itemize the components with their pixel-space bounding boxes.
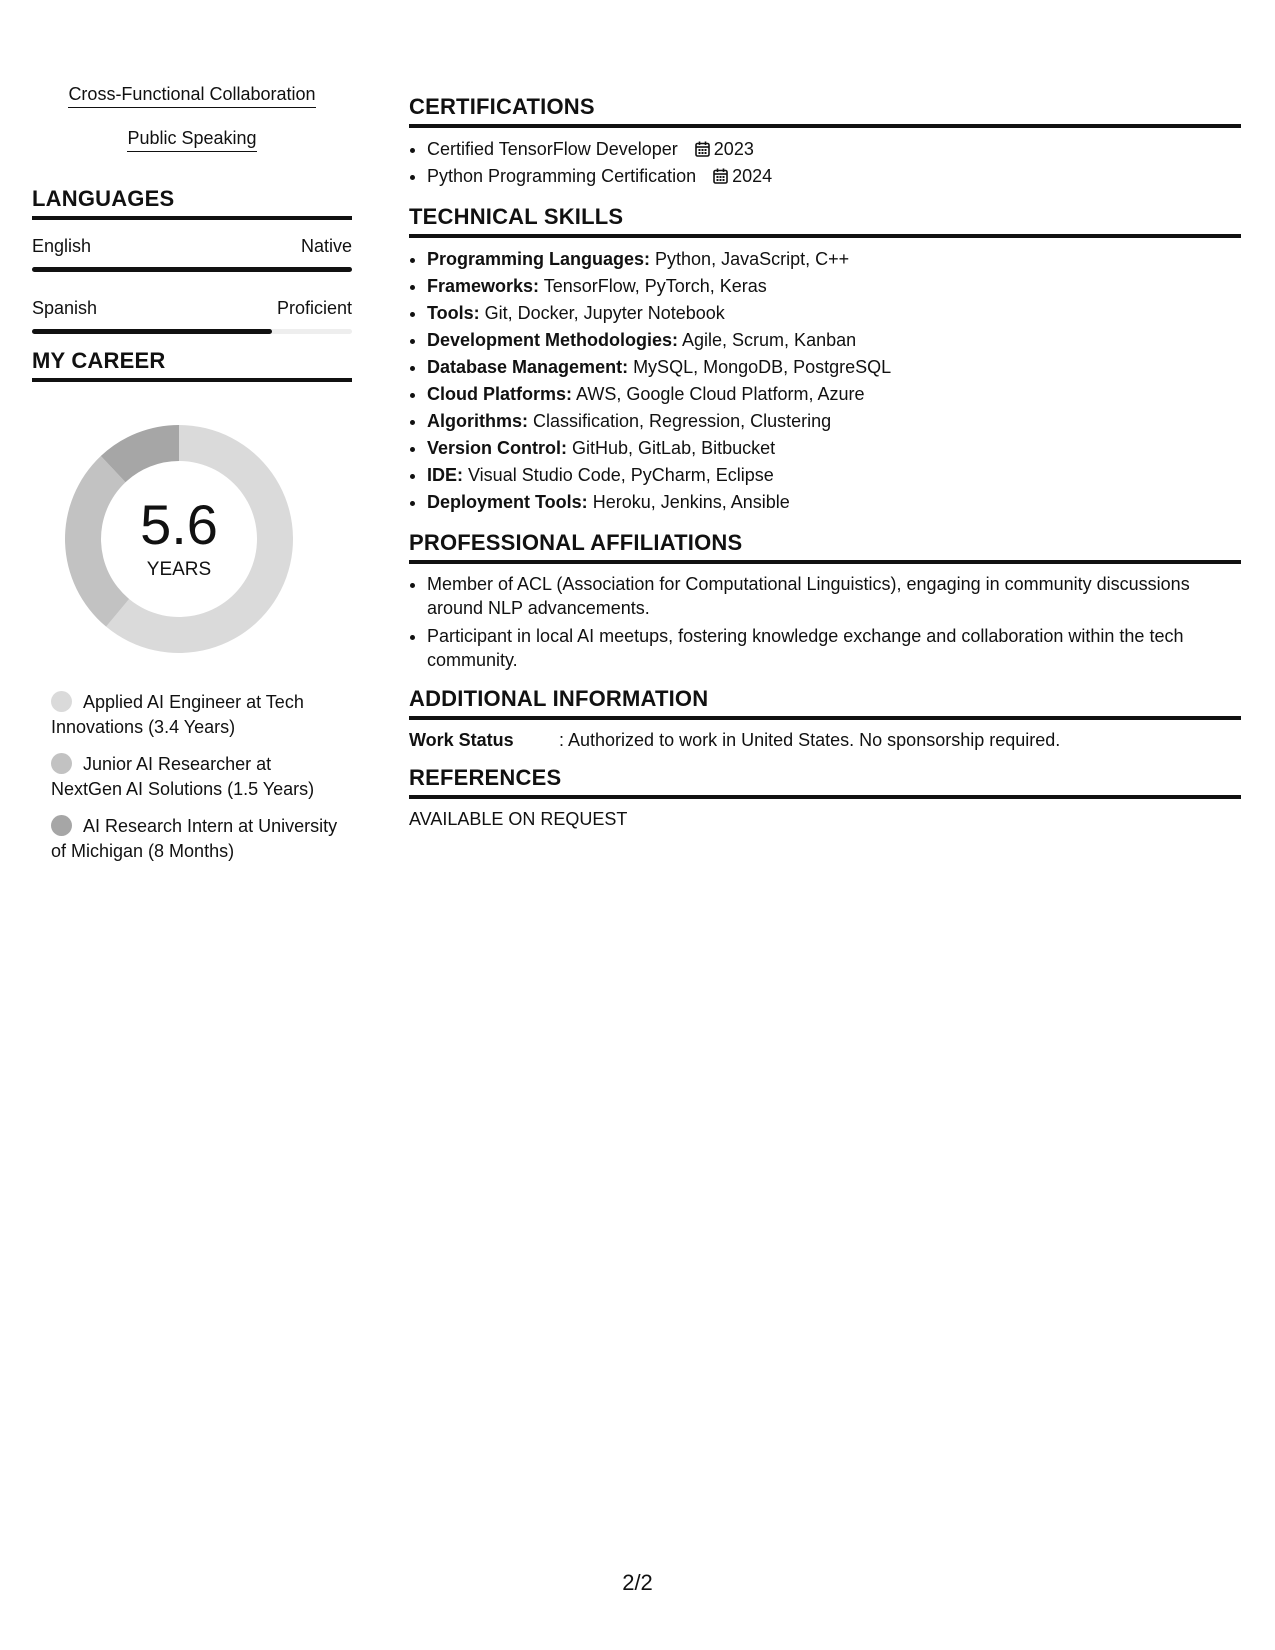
affiliation-item: • Member of ACL (Association for Computational Linguistics), engaging in community discussions around NLP advancements. — [427, 572, 1241, 620]
legend-dot-icon — [51, 815, 72, 836]
technical-skills-list — [409, 246, 1241, 516]
skill-label: IDE: — [427, 465, 463, 485]
skill-item — [427, 489, 1241, 516]
additional-info-heading: ADDITIONAL INFORMATION — [409, 686, 1241, 720]
skill-label: Cloud Platforms: — [427, 384, 573, 404]
calendar-icon — [713, 168, 728, 184]
skill-value: AWS, Google Cloud Platform, Azure — [572, 384, 865, 404]
skill-value: Agile, Scrum, Kanban — [678, 330, 857, 350]
skill-value: Visual Studio Code, PyCharm, Eclipse — [463, 465, 774, 485]
career-total-value: 5.6 — [140, 493, 218, 556]
work-status-value: : Authorized to work in United States. No sponsorship required. — [559, 730, 1061, 750]
skill-label: Development Methodologies: — [427, 330, 679, 350]
language-proficiency-bar — [32, 267, 352, 272]
skill-value: TensorFlow, PyTorch, Keras — [539, 276, 767, 296]
right-column — [409, 94, 1241, 830]
skill-item — [427, 246, 1241, 273]
language-proficiency-fill — [32, 267, 352, 272]
skill-item — [427, 273, 1241, 300]
technical-skills-section — [409, 204, 1241, 516]
language-name: Spanish — [32, 298, 98, 318]
language-name: English — [32, 236, 92, 256]
career-legend-label: Applied AI Engineer at Tech Innovations (3.4 Years) — [51, 692, 304, 737]
skill-label: Version Control: — [427, 438, 568, 458]
skill-value: Heroku, Jenkins, Ansible — [587, 492, 790, 512]
language-level: Proficient — [276, 298, 352, 318]
technical-skills-heading: TECHNICAL SKILLS — [409, 204, 1241, 238]
skill-value: Classification, Regression, Clustering — [528, 411, 832, 431]
certification-year: 2023 — [713, 139, 754, 159]
certification-year: 2024 — [732, 166, 773, 186]
language-proficiency-bar — [32, 329, 352, 334]
certifications-section — [409, 94, 1241, 190]
skill-item — [427, 408, 1241, 435]
legend-dot-icon — [51, 691, 72, 712]
page-number: 2/2 — [622, 1570, 653, 1595]
skill-value: MySQL, MongoDB, PostgreSQL — [628, 357, 892, 377]
career-heading: MY CAREER — [32, 348, 352, 382]
skill-label: Deployment Tools: — [427, 492, 588, 512]
certifications-heading: CERTIFICATIONS — [409, 94, 1241, 128]
career-total-unit: YEARS — [146, 559, 212, 580]
skill-item — [427, 300, 1241, 327]
skill-label: Frameworks: — [427, 276, 540, 296]
career-legend — [51, 690, 341, 864]
skill-item — [427, 435, 1241, 462]
affiliations-list — [409, 572, 1241, 672]
skill-item — [427, 462, 1241, 489]
left-column — [32, 84, 352, 876]
language-level: Native — [300, 236, 352, 256]
skill-item — [427, 327, 1241, 354]
skill-label: Database Management: — [427, 357, 629, 377]
skill-label: Programming Languages: — [427, 249, 651, 269]
additional-info-section — [409, 686, 1241, 751]
skill-item — [427, 381, 1241, 408]
certifications-list — [409, 136, 1241, 190]
language-item — [32, 298, 352, 334]
career-legend-item — [51, 752, 341, 802]
affiliations-section — [409, 530, 1241, 672]
certification-item — [427, 163, 1241, 190]
certification-item — [427, 136, 1241, 163]
work-status-label: Work Status — [409, 730, 514, 750]
certification-name: Python Programming Certification — [427, 166, 697, 186]
career-legend-label: Junior AI Researcher at NextGen AI Solutions (1.5 Years) — [51, 754, 315, 799]
skill-value: Git, Docker, Jupyter Notebook — [479, 303, 725, 323]
language-proficiency-fill — [32, 329, 272, 334]
calendar-icon — [695, 141, 710, 157]
career-legend-item — [51, 690, 341, 740]
career-donut-chart — [64, 424, 294, 654]
affiliations-heading: PROFESSIONAL AFFILIATIONS — [409, 530, 1241, 564]
skill-label: Algorithms: — [427, 411, 528, 431]
soft-skill-item: Cross-Functional Collaboration — [68, 84, 315, 108]
skill-value: Python, JavaScript, C++ — [650, 249, 850, 269]
soft-skills-list — [32, 84, 352, 172]
affiliation-item: • Participant in local AI meetups, fostering knowledge exchange and collaboration within the tech community. — [427, 624, 1241, 672]
references-heading: REFERENCES — [409, 765, 1241, 799]
language-item — [32, 236, 352, 272]
skill-value: GitHub, GitLab, Bitbucket — [567, 438, 776, 458]
references-text: AVAILABLE ON REQUEST — [409, 809, 628, 829]
work-status-row — [409, 730, 1241, 751]
skill-item — [427, 354, 1241, 381]
legend-dot-icon — [51, 753, 72, 774]
career-legend-item — [51, 814, 341, 864]
skill-label: Tools: — [427, 303, 480, 323]
languages-heading: LANGUAGES — [32, 186, 352, 220]
career-legend-label: AI Research Intern at University of Michigan (8 Months) — [51, 816, 338, 861]
soft-skill-item: Public Speaking — [127, 128, 256, 152]
references-section — [409, 765, 1241, 830]
certification-name: Certified TensorFlow Developer — [427, 139, 678, 159]
career-donut-center — [64, 424, 294, 654]
